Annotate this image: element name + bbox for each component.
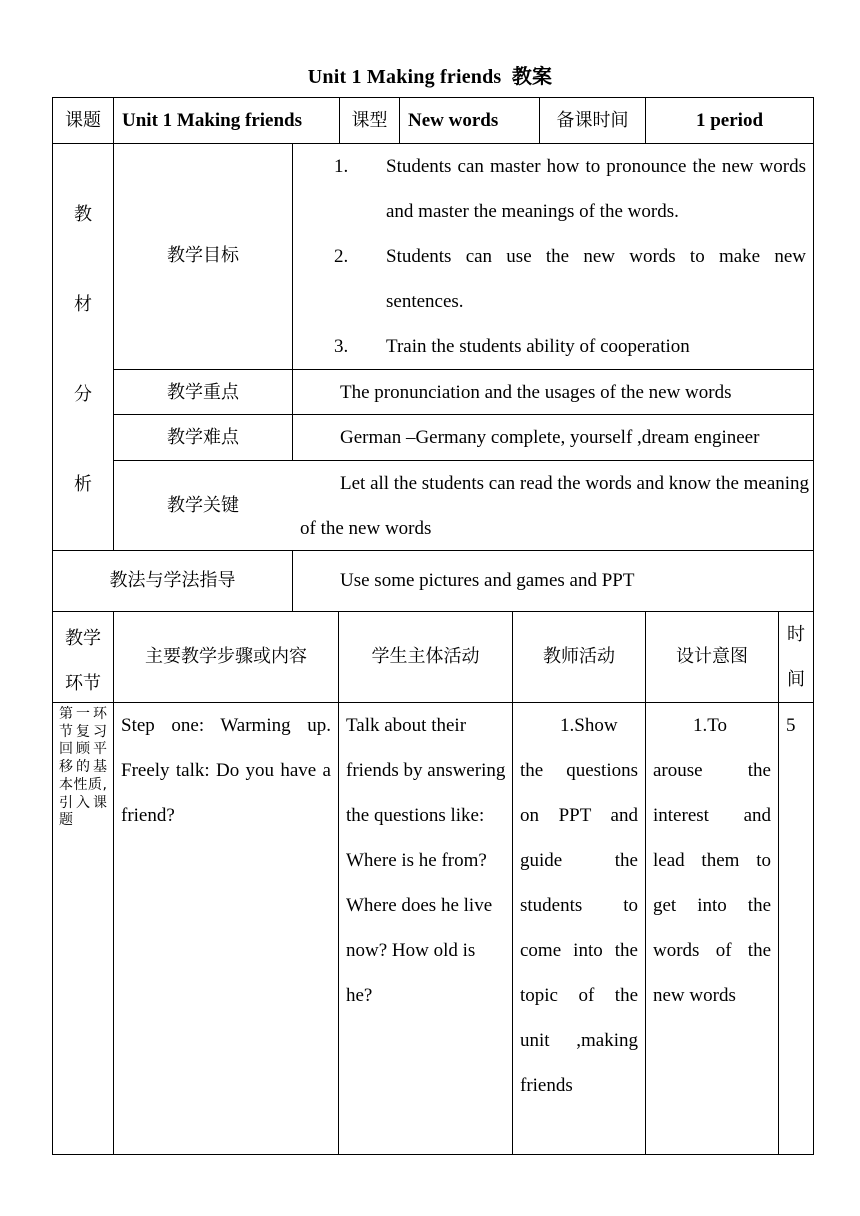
- content-header: 主要教学步骤或内容: [145, 646, 307, 667]
- key-point-value: The pronunciation and the usages of the new words: [340, 382, 732, 403]
- analysis-char-4: 析: [74, 474, 92, 495]
- step-stage: 第一环节复习回顾平移的基本性质,引入课题: [59, 706, 107, 829]
- title-en: Unit 1 Making friends: [307, 66, 502, 88]
- analysis-char-3: 分: [74, 384, 92, 405]
- objective-text: Students can master how to pronounce the new words and master the meanings of the words.: [386, 156, 806, 222]
- teacher-activity-header: 教师活动: [543, 646, 615, 667]
- step-student-activity: Talk about their friends by answering the questions like: Where is he from? Where does he live now? How old is he?: [346, 715, 506, 1006]
- difficult-point-value: German –Germany complete, yourself ,dream engineer: [340, 427, 760, 448]
- student-activity-header: 学生主体活动: [371, 646, 480, 667]
- title-zh: 教案: [511, 64, 553, 88]
- step-content: Step one: Warming up. Freely talk: Do you have a friend?: [121, 715, 331, 826]
- step-design-intent: 1.To arouse the interest and lead them to get into the words of the new words: [653, 715, 771, 1006]
- prep-time-value: 1 period: [695, 110, 764, 131]
- methods-value: Use some pictures and games and PPT: [340, 570, 635, 591]
- type-value: New words: [408, 110, 499, 131]
- topic-value: Unit 1 Making friends: [122, 110, 302, 131]
- difficult-point-label: 教学难点: [167, 427, 239, 448]
- objective-item: [334, 144, 806, 222]
- prep-time-label: 备课时间: [556, 110, 629, 131]
- topic-label: 课题: [65, 110, 101, 131]
- crux-value: Let all the students can read the words and know the meaning of the new words: [300, 473, 810, 539]
- methods-label: 教法与学法指导: [109, 570, 236, 591]
- step-teacher-activity: 1.Show the questions on PPT and guide the students to come into the topic of the unit ,making friends: [520, 715, 638, 1096]
- step-time: 5: [786, 715, 796, 736]
- type-label: 课型: [351, 110, 388, 131]
- objectives-label: 教学目标: [167, 245, 239, 266]
- objective-item: [334, 324, 806, 369]
- objective-number: 2.: [334, 246, 349, 267]
- objective-number: 3.: [334, 336, 349, 357]
- design-intent-header: 设计意图: [676, 646, 748, 667]
- analysis-char-1: 教: [74, 204, 92, 225]
- time-header: 时间: [787, 624, 805, 690]
- objective-number: 1.: [334, 156, 349, 177]
- analysis-char-2: 材: [74, 294, 92, 315]
- objective-item: [334, 234, 806, 312]
- objective-text: Train the students ability of cooperation: [386, 336, 690, 357]
- objective-text: Students can use the new words to make new sentences.: [386, 246, 806, 312]
- key-point-label: 教学重点: [167, 382, 239, 403]
- crux-label: 教学关键: [167, 495, 239, 516]
- stage-header: 教学环节: [65, 628, 101, 694]
